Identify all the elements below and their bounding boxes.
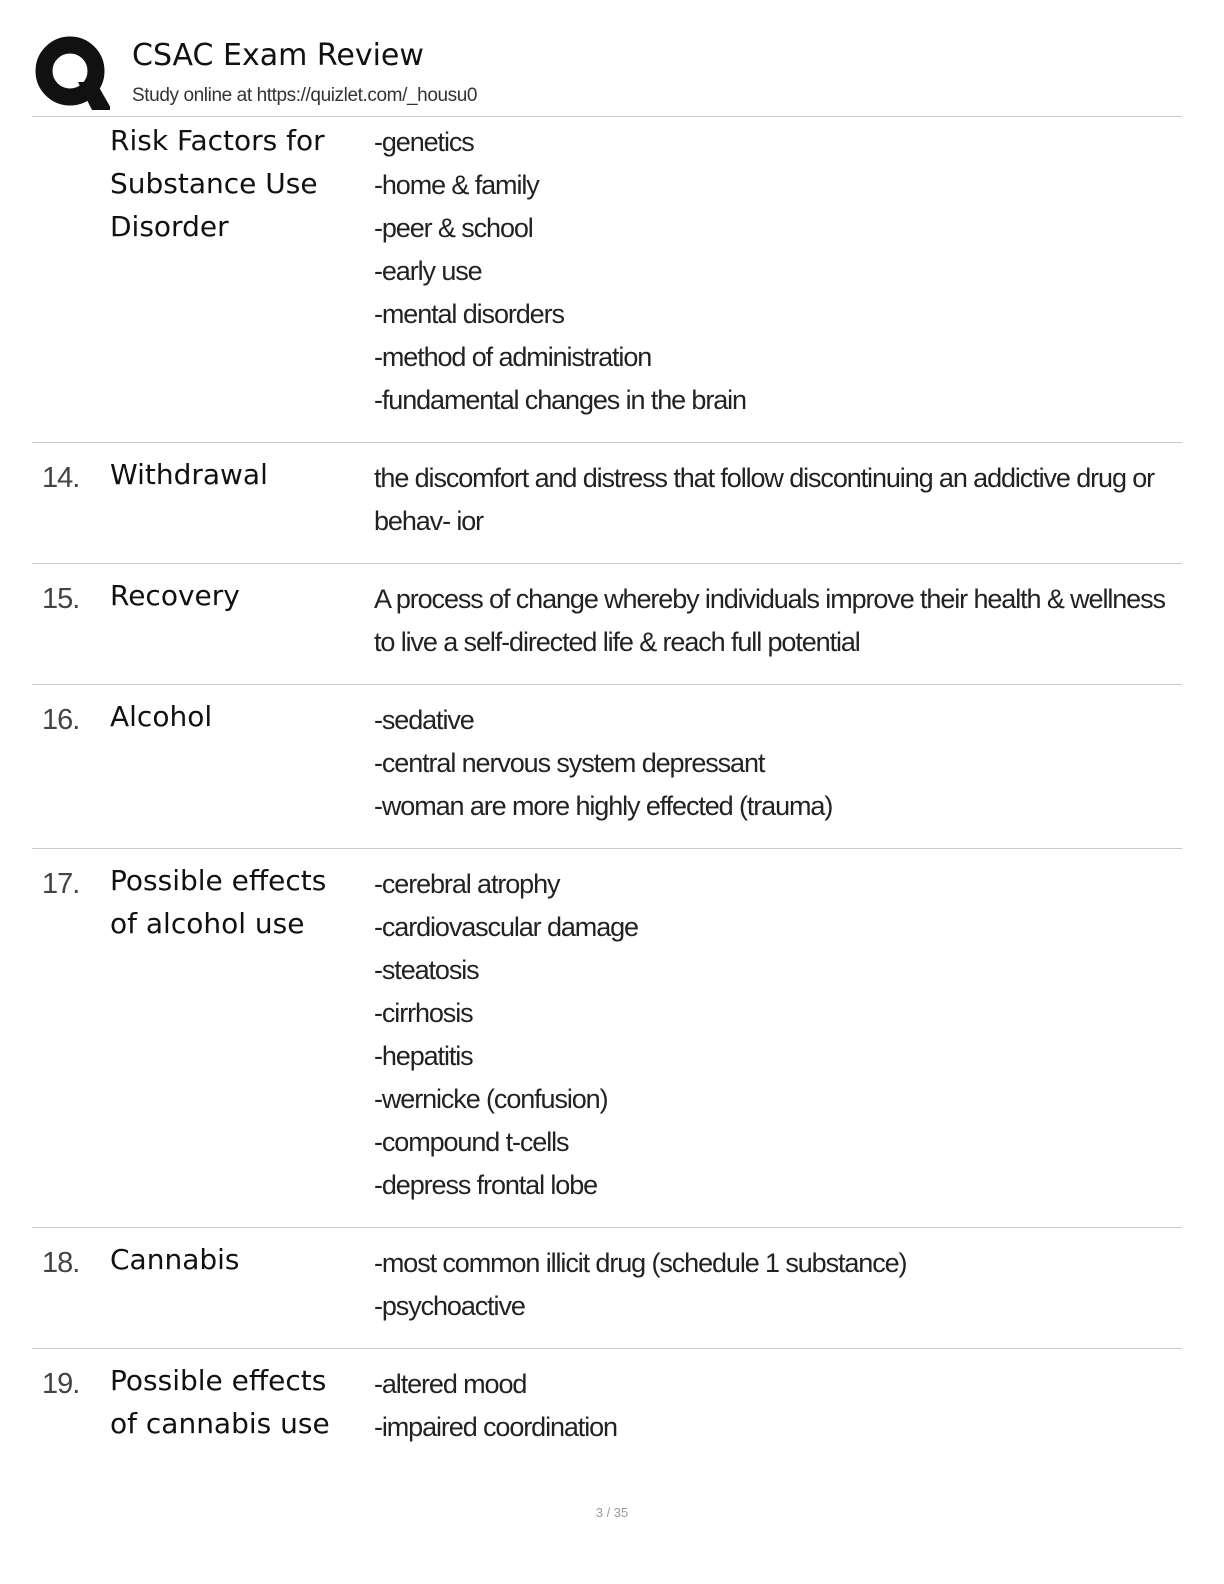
card-definition (374, 451, 1174, 543)
card-number: 18. (42, 1247, 80, 1279)
flashcard-risk-factors (32, 117, 1182, 443)
card-definition (374, 1236, 1174, 1328)
page-header (32, 30, 1182, 116)
card-number: 17. (42, 868, 80, 900)
card-definition (374, 693, 1174, 828)
definition-line: -depress frontal lobe (374, 1170, 598, 1200)
definition-line: -fundamental changes in the brain (374, 385, 746, 415)
card-term: Withdrawal (110, 458, 268, 491)
definition-line: -early use (374, 256, 482, 286)
card-term: Risk Factors for Substance Use Disorder (110, 124, 325, 243)
card-term: Cannabis (110, 1243, 240, 1276)
page-title: CSAC Exam Review (132, 38, 424, 73)
flashcard-recovery (32, 564, 1182, 685)
flashcard-list (32, 117, 1182, 1469)
definition-text: A process of change whereby individuals improve their health & wellness to live a self-directed life & reach full potential (374, 584, 1165, 657)
flashcard-cannabis-effects (32, 1349, 1182, 1469)
flashcard-cannabis (32, 1228, 1182, 1349)
definition-line: -cerebral atrophy (374, 869, 560, 899)
definition-line: -impaired coordination (374, 1412, 617, 1442)
definition-text: the discomfort and distress that follow discontinuing an addictive drug or behav- ior (374, 463, 1155, 536)
definition-line: -altered mood (374, 1369, 527, 1399)
definition-line: -genetics (374, 127, 474, 157)
definition-line: -wernicke (confusion) (374, 1084, 608, 1114)
flashcard-alcohol-effects (32, 849, 1182, 1228)
definition-line: -cirrhosis (374, 998, 473, 1028)
definition-line: -steatosis (374, 955, 479, 985)
definition-line: -most common illicit drug (schedule 1 substance) (374, 1248, 907, 1278)
quizlet-q-logo-icon (34, 34, 110, 110)
card-term: Alcohol (110, 700, 213, 733)
page-number: 3 / 35 (595, 1505, 629, 1520)
study-online-link-text[interactable]: Study online at https://quizlet.com/_housu0 (132, 85, 478, 106)
card-term: Possible effects of alcohol use (110, 864, 327, 940)
card-number: 16. (42, 704, 80, 736)
card-term: Recovery (110, 579, 240, 612)
definition-line: -hepatitis (374, 1041, 473, 1071)
card-number: 19. (42, 1368, 80, 1400)
card-number: 14. (42, 462, 80, 494)
flashcard-alcohol (32, 685, 1182, 849)
card-definition (374, 121, 1174, 422)
card-definition (374, 572, 1174, 664)
definition-line: -mental disorders (374, 299, 564, 329)
definition-line: -cardiovascular damage (374, 912, 638, 942)
card-definition (374, 1357, 1174, 1449)
card-term: Possible effects of cannabis use (110, 1364, 330, 1440)
definition-line: -psychoactive (374, 1291, 525, 1321)
definition-line: -home & family (374, 170, 539, 200)
flashcard-withdrawal (32, 443, 1182, 564)
definition-line: -woman are more highly effected (trauma) (374, 791, 833, 821)
card-number: 15. (42, 583, 80, 615)
definition-line: -central nervous system depressant (374, 748, 765, 778)
definition-line: -method of administration (374, 342, 652, 372)
definition-line: -compound t-cells (374, 1127, 569, 1157)
definition-line: -sedative (374, 705, 474, 735)
definition-line: -peer & school (374, 213, 533, 243)
card-definition (374, 857, 1174, 1207)
